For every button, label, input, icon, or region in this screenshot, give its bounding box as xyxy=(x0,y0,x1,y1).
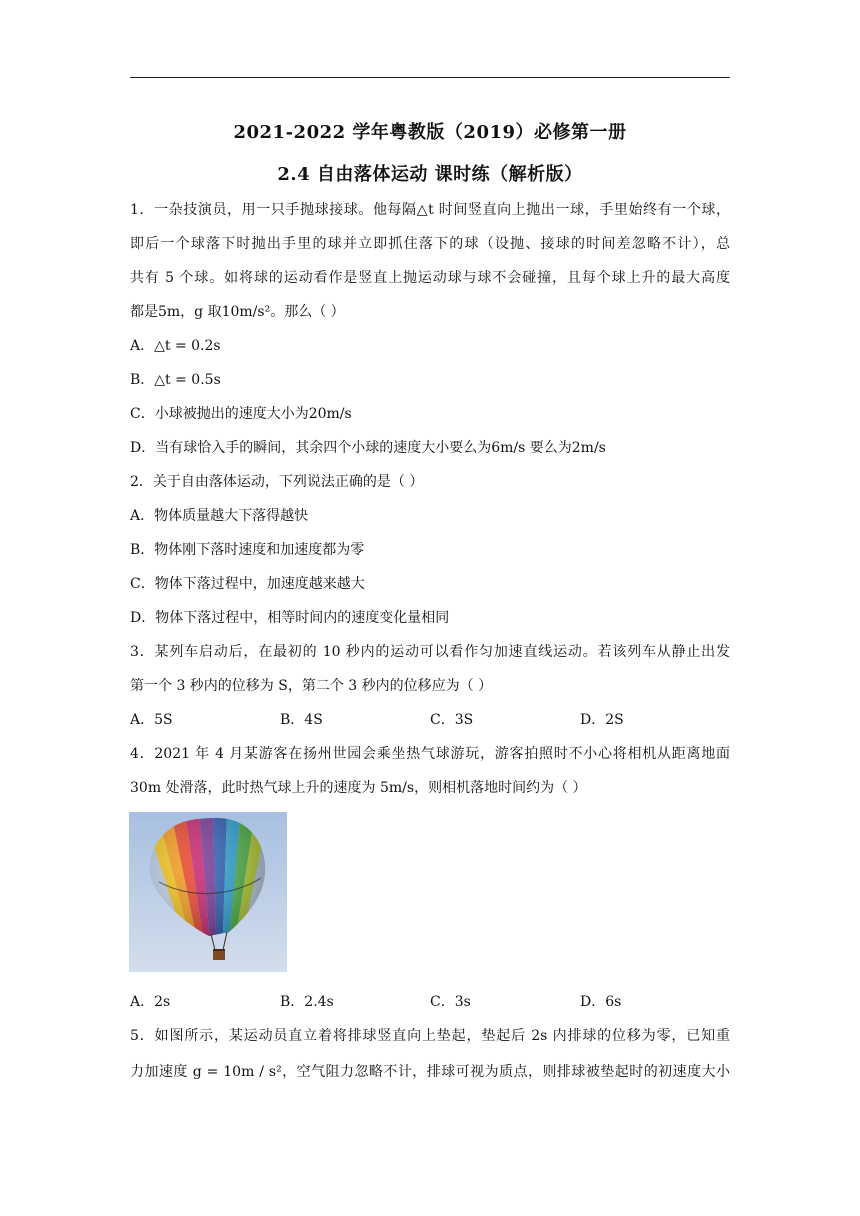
q3-stem-line1: 3．某列车启动后，在最初的 10 秒内的运动可以看作匀加速直线运动。若该列车从静止出发 xyxy=(130,644,730,660)
q1-stem-line3: 共有 5 个球。如将球的运动看作是竖直上抛运动球与球不会碰撞，且每个球上升的最大高度 xyxy=(130,270,730,286)
q3-option-c: C．3S xyxy=(430,712,474,728)
q2-option-c: C．物体下落过程中，加速度越来越大 xyxy=(130,576,365,592)
q2-option-a: A．物体质量越大下落得越快 xyxy=(130,508,309,524)
q3-stem-line2: 第一个 3 秒内的位移为 S，第二个 3 秒内的位移应为（ ） xyxy=(130,678,493,694)
q3-option-a: A．5S xyxy=(130,712,173,728)
q4-option-d: D．6s xyxy=(580,994,622,1010)
q1-stem-line4: 都是5m，g 取10m/s²。那么（ ） xyxy=(130,304,345,320)
hot-air-balloon-image xyxy=(129,812,287,972)
q2-option-d: D．物体下落过程中，相等时间内的速度变化量相同 xyxy=(130,610,450,626)
header-rule xyxy=(130,77,730,78)
q4-stem-line2: 30m 处滑落，此时热气球上升的速度为 5m/s，则相机落地时间约为（ ） xyxy=(130,780,587,796)
q3-option-d: D．2S xyxy=(580,712,624,728)
q3-option-b: B．4S xyxy=(280,712,323,728)
q1-stem-line2: 即后一个球落下时抛出手里的球并立即抓住落下的球（设抛、接球的时间差忽略不计），总 xyxy=(130,236,730,252)
q4-options-row xyxy=(130,992,730,1012)
q4-option-a: A．2s xyxy=(130,994,171,1010)
q1-option-b: B．△t = 0.5s xyxy=(130,372,221,388)
q1-stem-line1: 1．一杂技演员，用一只手抛球接球。他每隔△t 时间竖直向上抛出一球，手里始终有一个球， xyxy=(130,202,730,218)
q1-option-a: A．△t = 0.2s xyxy=(130,338,221,354)
q4-option-b: B．2.4s xyxy=(280,994,334,1010)
q3-options-row xyxy=(130,710,730,730)
q5-stem-line1: 5．如图所示，某运动员直立着将排球竖直向上垫起，垫起后 2s 内排球的位移为零，已知重 xyxy=(130,1028,730,1044)
q4-option-c: C．3s xyxy=(430,994,471,1010)
q1-option-c: C．小球被抛出的速度大小为20m/s xyxy=(130,406,352,422)
q2-option-b: B．物体刚下落时速度和加速度都为零 xyxy=(130,542,365,558)
document-title: 2021-2022 学年粤教版（2019）必修第一册 xyxy=(233,122,627,143)
q5-stem-line2: 力加速度 g = 10m / s²，空气阻力忽略不计，排球可视为质点，则排球被垫起时的初速度大小 xyxy=(130,1064,730,1080)
q1-option-d: D．当有球恰入手的瞬间，其余四个小球的速度大小要么为6m/s 要么为2m/s xyxy=(130,440,606,456)
q4-stem-line1: 4．2021 年 4 月某游客在扬州世园会乘坐热气球游玩，游客拍照时不小心将相机从距离地面 xyxy=(130,746,730,762)
q2-stem: 2．关于自由落体运动，下列说法正确的是（ ） xyxy=(130,474,424,490)
document-subtitle: 2.4 自由落体运动 课时练（解析版） xyxy=(277,164,583,185)
